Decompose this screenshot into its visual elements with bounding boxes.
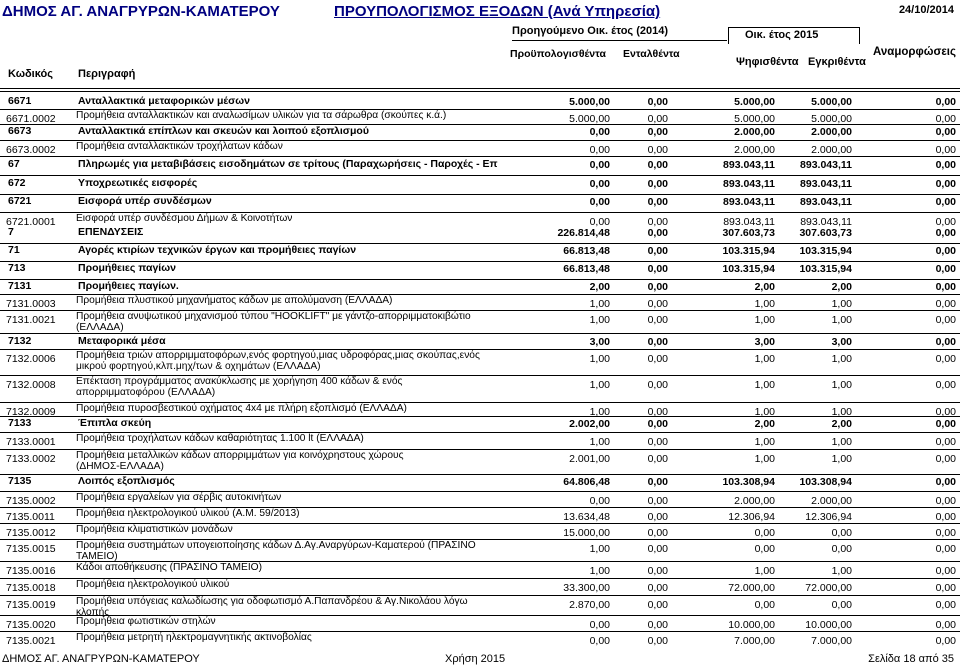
row-description: Προμήθεια ηλεκτρολογικού υλικού (Α.Μ. 59/2013): [76, 508, 300, 519]
row-value: 103.315,94: [799, 245, 852, 257]
row-description: Εισφορά υπέρ συνδέσμου Δήμων & Κοινοτήτων: [76, 213, 293, 224]
row-code: 7135.0011: [6, 511, 55, 523]
row-code: 7131: [8, 280, 32, 292]
curr-year-label: Οικ. έτος 2015: [745, 29, 819, 41]
row-code: 67: [8, 158, 20, 170]
row-separator: [0, 175, 960, 176]
row-value: 1,00: [589, 298, 610, 310]
row-value: 1,00: [754, 406, 775, 418]
row-value: 0,00: [647, 418, 668, 430]
row-value: 1,00: [831, 453, 852, 465]
row-value: 0,00: [647, 511, 668, 523]
row-value: 1,00: [831, 565, 852, 577]
row-value: 7.000,00: [811, 635, 852, 647]
row-value: 66.813,48: [563, 245, 610, 257]
row-description: Προμήθεια μεταλλικών κάδων απορριμμάτων για κοινόχρηστους χώρους: [76, 450, 404, 461]
row-value: 0,00: [647, 336, 668, 348]
row-description: Προμήθειες παγίων: [78, 262, 176, 274]
row-description: ΤΑΜΕΙΟ): [76, 551, 118, 562]
row-value: 0,00: [647, 527, 668, 539]
row-value: 893.043,11: [800, 196, 852, 208]
row-value: 1,00: [589, 379, 610, 391]
row-value: 0,00: [935, 379, 956, 391]
row-description: Ανταλλακτικά μεταφορικών μέσων: [78, 95, 251, 107]
row-value: 13.634,48: [563, 511, 610, 523]
row-value: 1,00: [754, 353, 775, 365]
row-code: 7133.0001: [6, 436, 56, 448]
row-value: 0,00: [589, 159, 610, 171]
row-value: 0,00: [754, 527, 775, 539]
row-value: 2.000,00: [734, 126, 775, 138]
row-value: 0,00: [589, 495, 610, 507]
row-value: 1,00: [831, 436, 852, 448]
row-code: 7132.0009: [6, 406, 56, 418]
row-value: 0,00: [831, 543, 852, 555]
row-description: Επέκταση προγράμματος ανακύκλωσης με χορήγηση 400 κάδων & ενός: [76, 376, 403, 387]
row-description: Υποχρεωτικές εισφορές: [78, 177, 198, 189]
row-code: 6673: [8, 125, 32, 137]
row-value: 0,00: [647, 599, 668, 611]
footer-page: Σελίδα 18 από 35: [868, 653, 954, 665]
row-value: 0,00: [647, 126, 668, 138]
col-budget: Προϋπολογισθέντα: [510, 48, 606, 60]
row-description: Λοιπός εξοπλισμός: [78, 475, 175, 487]
row-separator: [0, 333, 960, 334]
row-value: 103.315,94: [799, 263, 852, 275]
row-value: 0,00: [935, 196, 956, 208]
row-value: 1,00: [589, 436, 610, 448]
row-value: 0,00: [647, 298, 668, 310]
row-value: 0,00: [935, 178, 956, 190]
row-value: 0,00: [647, 495, 668, 507]
row-description: κλοπής: [76, 607, 110, 618]
row-value: 1,00: [831, 406, 852, 418]
row-description: Προμήθεια συστημάτων υπογειοποίησης κάδων Δ.Αγ.Αναργύρων-Καματερού (ΠΡΑΣΙΝΟ: [76, 540, 476, 551]
row-value: 72.000,00: [805, 582, 852, 594]
header-rule: [0, 88, 960, 89]
row-code: 7132.0006: [6, 353, 56, 365]
col-desc: Περιγραφή: [78, 68, 136, 80]
row-description: Εισφορά υπέρ συνδέσμων: [78, 195, 212, 207]
row-value: 1,00: [831, 379, 852, 391]
row-value: 0,00: [935, 582, 956, 594]
row-value: 0,00: [935, 635, 956, 647]
row-value: 1,00: [754, 314, 775, 326]
row-value: 2.000,00: [734, 144, 775, 156]
prev-year-label: Προηγούμενο Οικ. έτος (2014): [512, 25, 668, 37]
row-separator: [0, 156, 960, 157]
row-description: (ΔΗΜΟΣ-ΕΛΛΑΔΑ): [76, 461, 164, 472]
row-value: 0,00: [935, 511, 956, 523]
row-code: 7132.0008: [6, 379, 56, 391]
row-value: 0,00: [589, 619, 610, 631]
row-value: 0,00: [647, 476, 668, 488]
row-value: 0,00: [647, 453, 668, 465]
row-value: 0,00: [589, 144, 610, 156]
col-ordered: Ενταλθέντα: [623, 48, 680, 60]
row-description: Προμήθεια πυροσβεστικού οχήματος 4x4 με πλήρη εξοπλισμό (ΕΛΛΑΔΑ): [76, 403, 407, 414]
row-value: 2,00: [589, 281, 610, 293]
row-value: 3,00: [831, 336, 852, 348]
row-code: 7132: [8, 335, 32, 347]
row-value: 0,00: [647, 565, 668, 577]
row-value: 0,00: [647, 314, 668, 326]
row-value: 0,00: [647, 543, 668, 555]
col-revisions: Αναμορφώσεις: [873, 46, 956, 58]
row-code: 7135.0020: [6, 619, 56, 631]
row-value: 0,00: [647, 281, 668, 293]
row-code: 713: [8, 262, 26, 274]
row-value: 0,00: [935, 263, 956, 275]
row-description: (ΕΛΛΑΔΑ): [76, 322, 124, 333]
row-value: 0,00: [647, 353, 668, 365]
row-value: 72.000,00: [728, 582, 775, 594]
row-value: 2.000,00: [734, 495, 775, 507]
row-description: Προμήθειες παγίων.: [78, 280, 179, 292]
row-value: 893.043,11: [723, 196, 775, 208]
row-description: Ανταλλακτικά επίπλων και σκευών και λοιπού εξοπλισμού: [78, 125, 369, 137]
row-value: 5.000,00: [734, 113, 775, 125]
row-value: 5.000,00: [569, 96, 610, 108]
row-value: 0,00: [935, 245, 956, 257]
row-value: 1,00: [831, 314, 852, 326]
row-value: 0,00: [935, 476, 956, 488]
row-value: 0,00: [935, 527, 956, 539]
row-value: 12.306,94: [805, 511, 852, 523]
row-value: 893.043,11: [723, 159, 775, 171]
row-value: 2.000,00: [811, 126, 852, 138]
row-code: 7133: [8, 417, 32, 429]
row-value: 0,00: [831, 527, 852, 539]
row-code: 6721: [8, 195, 32, 207]
row-value: 1,00: [589, 314, 610, 326]
row-value: 0,00: [647, 196, 668, 208]
row-value: 1,00: [754, 298, 775, 310]
row-value: 0,00: [831, 599, 852, 611]
row-value: 0,00: [589, 196, 610, 208]
row-value: 0,00: [589, 178, 610, 190]
row-value: 7.000,00: [734, 635, 775, 647]
row-code: 7135.0016: [6, 565, 56, 577]
row-value: 893.043,11: [723, 178, 775, 190]
row-value: 0,00: [935, 113, 956, 125]
row-value: 10.000,00: [805, 619, 852, 631]
row-value: 5.000,00: [569, 113, 610, 125]
prev-year-rule: [512, 40, 727, 41]
row-code: 6673.0002: [6, 144, 56, 156]
row-code: 7135.0021: [6, 635, 56, 647]
row-value: 1,00: [754, 379, 775, 391]
row-code: 7: [8, 226, 14, 238]
row-value: 0,00: [935, 227, 956, 239]
row-value: 0,00: [935, 436, 956, 448]
row-value: 0,00: [589, 216, 610, 228]
row-code: 7135.0018: [6, 582, 56, 594]
row-description: Προμήθεια φωτιστικών στηλών: [76, 616, 216, 627]
row-code: 7131.0021: [6, 314, 56, 326]
row-value: 0,00: [647, 216, 668, 228]
row-value: 3,00: [754, 336, 775, 348]
row-value: 1,00: [831, 298, 852, 310]
row-value: 0,00: [935, 406, 956, 418]
row-description: Αγορές κτιρίων τεχνικών έργων και προμήθειες παγίων: [78, 244, 357, 256]
row-description: Προμήθεια τροχήλατων κάδων καθαριότητας 1.100 lt (ΕΛΛΑΔΑ): [76, 433, 364, 444]
row-value: 2,00: [831, 281, 852, 293]
row-description: Προμήθεια ηλεκτρολογικού υλικού: [76, 579, 230, 590]
row-value: 0,00: [935, 495, 956, 507]
row-value: 1,00: [589, 353, 610, 365]
row-value: 1,00: [754, 565, 775, 577]
row-value: 5.000,00: [811, 113, 852, 125]
row-value: 0,00: [935, 599, 956, 611]
report-date: 24/10/2014: [898, 4, 954, 16]
row-value: 1,00: [831, 353, 852, 365]
row-description: ΕΠΕΝΔΥΣΕΙΣ: [78, 226, 144, 238]
row-description: Προμήθεια μετρητή ηλεκτρομαγνητικής ακτινοβολίας: [76, 632, 312, 643]
row-value: 307.603,73: [722, 227, 775, 239]
row-value: 0,00: [935, 126, 956, 138]
row-value: 0,00: [647, 263, 668, 275]
col-approved: Εγκριθέντα: [808, 56, 866, 68]
row-value: 103.315,94: [722, 245, 775, 257]
row-value: 226.814,48: [557, 227, 610, 239]
row-value: 2.002,00: [569, 418, 610, 430]
row-value: 0,00: [647, 436, 668, 448]
row-value: 0,00: [935, 418, 956, 430]
row-value: 0,00: [935, 453, 956, 465]
row-value: 0,00: [647, 178, 668, 190]
row-value: 0,00: [647, 619, 668, 631]
row-code: 6721.0001: [6, 216, 56, 228]
row-value: 0,00: [589, 126, 610, 138]
row-value: 103.315,94: [722, 263, 775, 275]
row-value: 5.000,00: [734, 96, 775, 108]
row-value: 1,00: [754, 453, 775, 465]
page-title: ΠΡΟΥΠΟΛΟΓΙΣΜΟΣ ΕΞΟΔΩΝ (Ανά Υπηρεσία): [334, 3, 661, 20]
row-description: Προμήθεια ανταλλακτικών τροχήλατων κάδων: [76, 141, 283, 152]
row-description: Προμήθεια τριών απορριμματοφόρων,ενός φορτηγού,μιας υδροφόρας,μιας σκούπας,ενός: [76, 350, 480, 361]
row-value: 0,00: [647, 406, 668, 418]
row-code: 7135.0015: [6, 543, 56, 555]
row-value: 0,00: [935, 298, 956, 310]
row-value: 0,00: [935, 336, 956, 348]
row-value: 0,00: [935, 216, 956, 228]
row-code: 6671.0002: [6, 113, 56, 125]
row-value: 10.000,00: [728, 619, 775, 631]
row-description: απορριμματοφόρου (ΕΛΛΑΔΑ): [76, 387, 216, 398]
row-value: 0,00: [935, 144, 956, 156]
header-rule-2: [0, 91, 960, 92]
row-description: Κάδοι αποθήκευσης (ΠΡΑΣΙΝΟ ΤΑΜΕΙΟ): [76, 562, 262, 573]
row-value: 2,00: [754, 281, 775, 293]
row-value: 103.308,94: [799, 476, 852, 488]
row-value: 0,00: [647, 379, 668, 391]
row-description: Προμήθεια ανταλλακτικών και αναλωσίμων υλικών για τα σάρωθρα (σκούπες κ.ά.): [76, 110, 447, 121]
row-value: 33.300,00: [563, 582, 610, 594]
row-value: 893.043,11: [800, 178, 852, 190]
footer-org: ΔΗΜΟΣ ΑΓ. ΑΝΑΓΡΥΡΩΝ-ΚΑΜΑΤΕΡΟΥ: [2, 653, 200, 665]
row-value: 2.001,00: [569, 453, 610, 465]
row-value: 0,00: [647, 635, 668, 647]
row-value: 0,00: [589, 635, 610, 647]
row-value: 0,00: [754, 599, 775, 611]
row-description: Προμήθεια ανυψωτικού μηχανισμού τύπου "HOOKLIFT" με γάντζο-απορριμματοκιβώτιο: [76, 311, 471, 322]
row-value: 2,00: [831, 418, 852, 430]
row-value: 5.000,00: [811, 96, 852, 108]
row-value: 2,00: [754, 418, 775, 430]
row-value: 12.306,94: [728, 511, 775, 523]
row-description: Πληρωμές για μεταβιβάσεις εισοδημάτων σε τρίτους (Παραχωρήσεις - Παροχές - Επ: [78, 158, 498, 170]
row-description: μικρού φορτηγού,κλπ.μηχ/των & οχημάτων (ΕΛΛΑΔΑ): [76, 361, 321, 372]
row-value: 2.000,00: [811, 144, 852, 156]
row-description: Προμήθεια πλυστικού μηχανήματος κάδων με απολύμανση (ΕΛΛΑΔΑ): [76, 295, 393, 306]
row-value: 0,00: [935, 619, 956, 631]
row-code: 71: [8, 244, 20, 256]
row-value: 0,00: [647, 245, 668, 257]
row-value: 0,00: [647, 113, 668, 125]
row-value: 0,00: [647, 227, 668, 239]
row-value: 0,00: [647, 159, 668, 171]
row-description: Έπιπλα σκεύη: [78, 417, 152, 429]
row-code: 7135.0019: [6, 599, 56, 611]
row-value: 1,00: [754, 436, 775, 448]
col-voted: Ψηφισθέντα: [736, 56, 799, 68]
row-value: 0,00: [935, 543, 956, 555]
row-value: 0,00: [754, 543, 775, 555]
row-value: 893.043,11: [800, 216, 852, 228]
row-value: 1,00: [589, 543, 610, 555]
row-code: 6671: [8, 95, 32, 107]
row-value: 893.043,11: [723, 216, 775, 228]
col-code: Κωδικός: [8, 68, 53, 80]
row-value: 307.603,73: [799, 227, 852, 239]
row-code: 7135.0002: [6, 495, 56, 507]
row-code: 672: [8, 177, 26, 189]
row-value: 103.308,94: [722, 476, 775, 488]
row-value: 2.000,00: [811, 495, 852, 507]
row-value: 0,00: [935, 314, 956, 326]
row-value: 64.806,48: [563, 476, 610, 488]
row-value: 0,00: [647, 582, 668, 594]
row-value: 1,00: [589, 565, 610, 577]
row-description: Προμήθεια κλιματιστικών μονάδων: [76, 524, 233, 535]
row-code: 7135: [8, 475, 32, 487]
row-description: Προμήθεια υπόγειας καλωδίωσης για οδοφωτισμό Α.Παπανδρέου & Αγ.Νικολάου λόγω: [76, 596, 468, 607]
row-value: 15.000,00: [563, 527, 610, 539]
row-value: 893.043,11: [800, 159, 852, 171]
row-value: 2.870,00: [569, 599, 610, 611]
row-value: 0,00: [935, 281, 956, 293]
row-code: 7131.0003: [6, 298, 56, 310]
row-value: 0,00: [647, 96, 668, 108]
row-description: Μεταφορικά μέσα: [78, 335, 166, 347]
row-value: 66.813,48: [563, 263, 610, 275]
row-code: 7133.0002: [6, 453, 56, 465]
row-value: 0,00: [935, 353, 956, 365]
row-value: 0,00: [935, 565, 956, 577]
row-value: 3,00: [589, 336, 610, 348]
row-code: 7135.0012: [6, 527, 56, 539]
row-value: 0,00: [647, 144, 668, 156]
row-value: 0,00: [935, 96, 956, 108]
org-name: ΔΗΜΟΣ ΑΓ. ΑΝΑΓΡΥΡΩΝ-ΚΑΜΑΤΕΡΟΥ: [2, 3, 280, 20]
row-value: 1,00: [589, 406, 610, 418]
footer-year: Χρήση 2015: [445, 653, 506, 665]
row-description: Προμήθεια εργαλείων για σέρβις αυτοκινήτων: [76, 492, 282, 503]
row-value: 0,00: [935, 159, 956, 171]
